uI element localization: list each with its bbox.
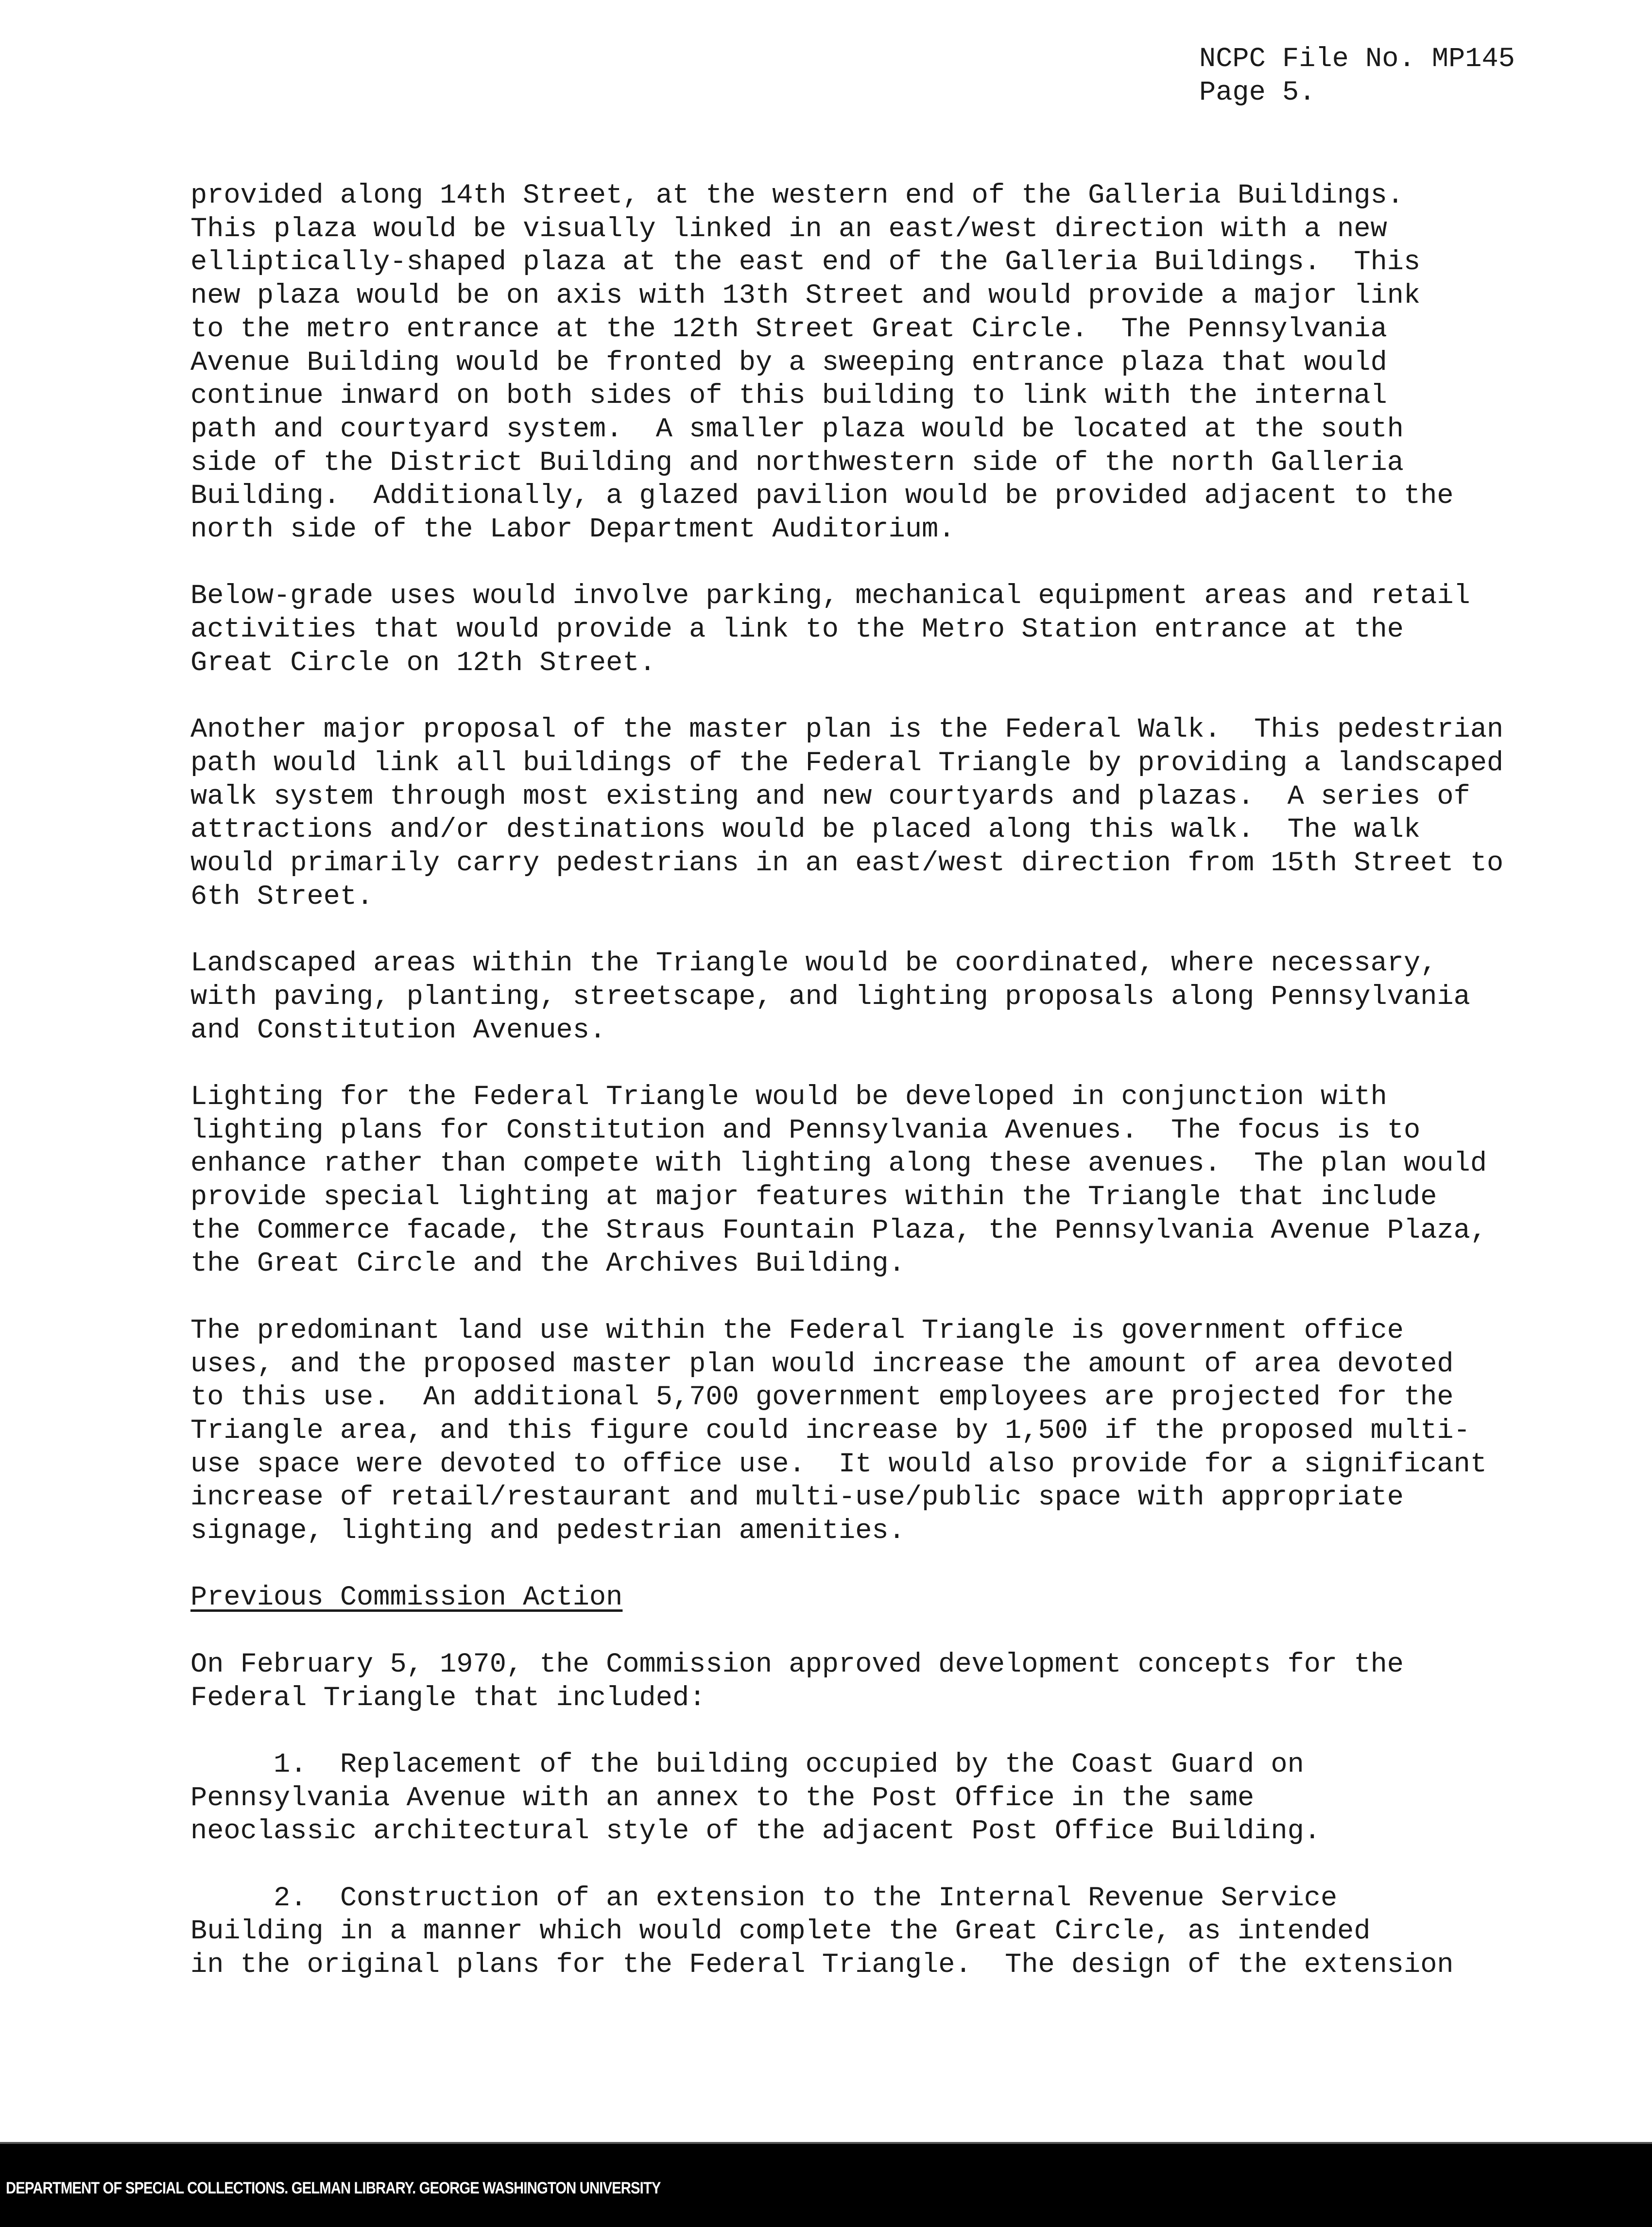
document-body xyxy=(190,179,1503,2016)
file-number: NCPC File No. MP145 xyxy=(1199,44,1515,75)
archive-credit: DEPARTMENT OF SPECIAL COLLECTIONS. GELMAN LIBRARY. GEORGE WASHINGTON UNIVERSITY xyxy=(6,2179,661,2197)
paragraph-land-use: The predominant land use within the Federal Triangle is government office uses, and the proposed master plan would increase the amount of area devoted to this use. An additional 5,700 government employees are projected for the Triangle area, and this figure could increase by 1,500 if the proposed multi- use space were devoted to office use. It would also provide for a significant increase of retail/restaurant and multi-use/public space with appropriate signage, lighting and pedestrian amenities. xyxy=(190,1315,1487,1547)
paragraph-plazas: provided along 14th Street, at the western end of the Galleria Buildings. This plaza would be visually linked in an east/west direction with a new elliptically-shaped plaza at the east end of the Galleria Buildings. This new plaza would be on axis with 13th Street and would provide a major link to the metro entrance at the 12th Street Great Circle. The Pennsylvania Avenue Building would be fronted by a sweeping entrance plaza that would continue inward on both sides of this building to link with the internal path and courtyard system. A smaller plaza would be located at the south side of the District Building and northwestern side of the north Galleria Building. Additionally, a glazed pavilion would be provided adjacent to the north side of the Labor Department Auditorium. xyxy=(190,180,1454,546)
paragraph-landscaped-areas: Landscaped areas within the Triangle would be coordinated, where necessary, with paving, planting, streetscape, and lighting proposals along Pennsylvania and Constitution Avenues. xyxy=(190,948,1470,1046)
section-heading: Previous Commission Action xyxy=(190,1582,623,1614)
paragraph-below-grade: Below-grade uses would involve parking, mechanical equipment areas and retail activities that would provide a link to the Metro Station entrance at the Great Circle on 12th Street. xyxy=(190,581,1470,679)
page-number: Page 5. xyxy=(1199,77,1316,108)
list-item-1: 1. Replacement of the building occupied by the Coast Guard on Pennsylvania Avenue with an annex to the Post Office in the same neoclassic architectural style of the adjacent Post Office Building. xyxy=(190,1749,1321,1847)
paragraph-lighting: Lighting for the Federal Triangle would be developed in conjunction with lighting plans for Constitution and Pennsylvania Avenues. The focus is to enhance rather than compete with lighting along these avenues. The plan would provide special lighting at major features within the Triangle that include the Commerce facade, the Straus Fountain Plaza, the Pennsylvania Avenue Plaza, the Great Circle and the Archives Building. xyxy=(190,1081,1487,1280)
page-header xyxy=(1199,43,1515,109)
paragraph-federal-walk: Another major proposal of the master plan is the Federal Walk. This pedestrian path would link all buildings of the Federal Triangle by providing a landscaped walk system through most existing and new courtyards and plazas. A series of attractions and/or destinations would be placed along this walk. The walk would primarily carry pedestrians in an east/west direction from 15th Street to 6th Street. xyxy=(190,714,1504,913)
section-intro: On February 5, 1970, the Commission approved development concepts for the Federal Triangle that included: xyxy=(190,1649,1404,1714)
list-item-2: 2. Construction of an extension to the Internal Revenue Service Building in a manner which would complete the Great Circle, as intended in the original plans for the Federal Triangle. The design of the extension xyxy=(190,1882,1454,1981)
archive-footer-bar xyxy=(0,2142,1652,2227)
